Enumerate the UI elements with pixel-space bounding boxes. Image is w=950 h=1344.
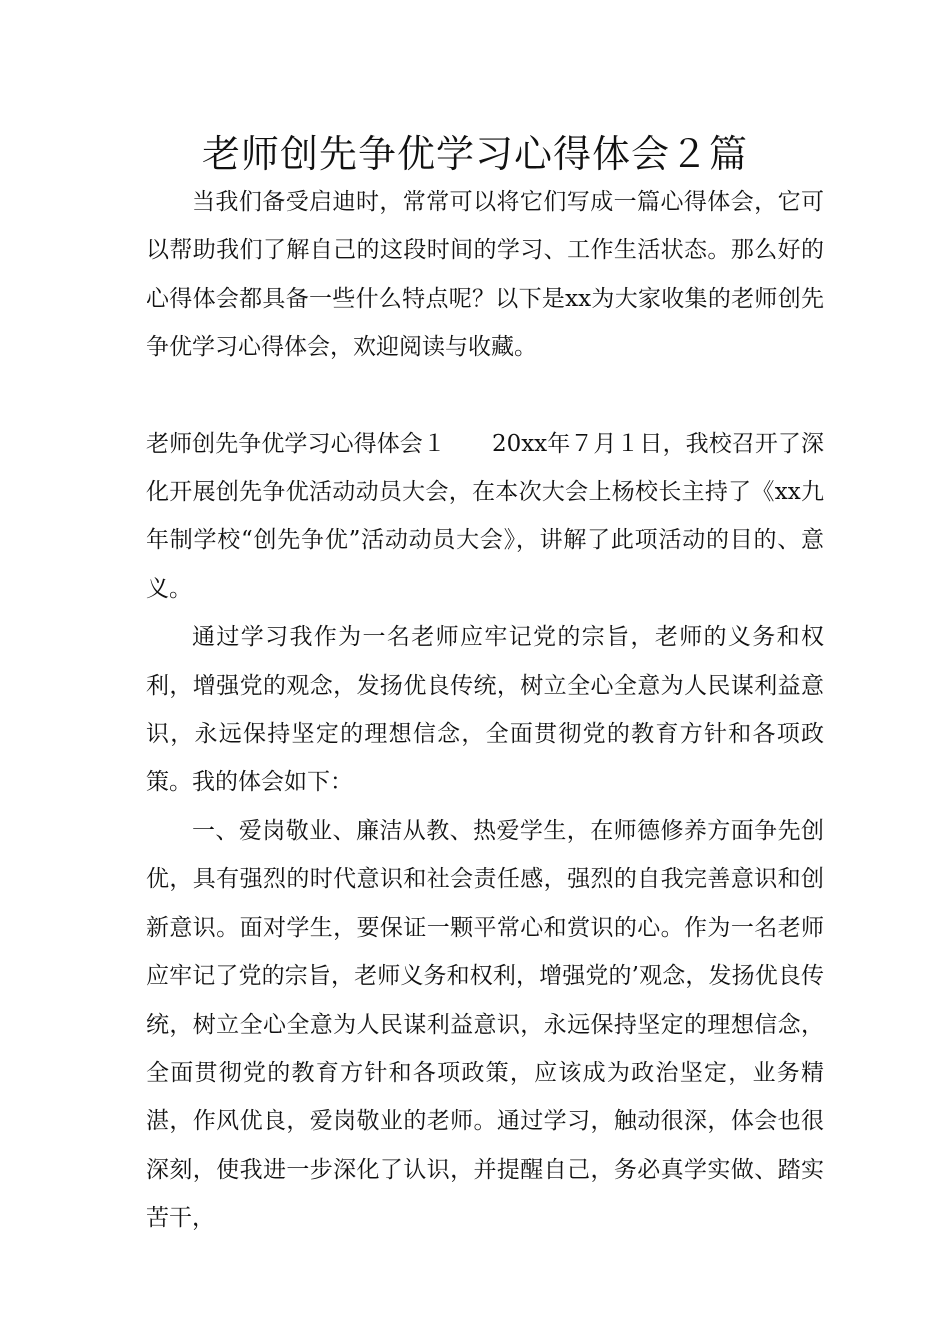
paragraph-gap [146,372,824,420]
section-1-paragraph-2: 通过学习我作为一名老师应牢记党的宗旨，老师的义务和权利，增强党的观念，发扬优良传统，树立全心全意为人民谋利益意识，永远保持坚定的理想信念，全面贯彻党的教育方针和各项政策。我的体会如下： [146,624,824,796]
section-1-paragraph-1-text: 20xx年７月１日，我校召开了深化开展创先争优活动动员大会，在本次大会上杨校长主持了《xx九年制学校“创先争优”活动动员大会》，讲解了此项活动的目的、意义。 [146,430,825,602]
intro-paragraph: 当我们备受启迪时，常常可以将它们写成一篇心得体会，它可以帮助我们了解自己的这段时间的学习、工作生活状态。那么好的心得体会都具备一些什么特点呢？以下是xx为大家收集的老师创先争优学习心得体会，欢迎阅读与收藏。 [146,189,824,361]
section-1-paragraph-3: 一、爱岗敬业、廉洁从教、热爱学生，在师德修养方面争先创优，具有强烈的时代意识和社会责任感，强烈的自我完善意识和创新意识。面对学生，要保证一颗平常心和赏识的心。作为一名老师应牢记了党的宗旨，老师义务和权利，增强党的’观念，发扬优良传统，树立全心全意为人民谋利益意识，永远保持坚定的理想信念，全面贯彻党的教育方针和各项政策，应该成为政治坚定，业务精湛，作风优良，爱岗敬业的老师。通过学习，触动很深，体会也很深刻，使我进一步深化了认识，并提醒自己，务必真学实做、踏实苦干， [146,817,824,1232]
document-body [146,178,824,1243]
section-1-paragraph-1 [146,420,824,614]
document-title: 老师创先争优学习心得体会２篇 [201,132,748,176]
section-1-heading: 老师创先争优学习心得体会１ [146,430,446,457]
